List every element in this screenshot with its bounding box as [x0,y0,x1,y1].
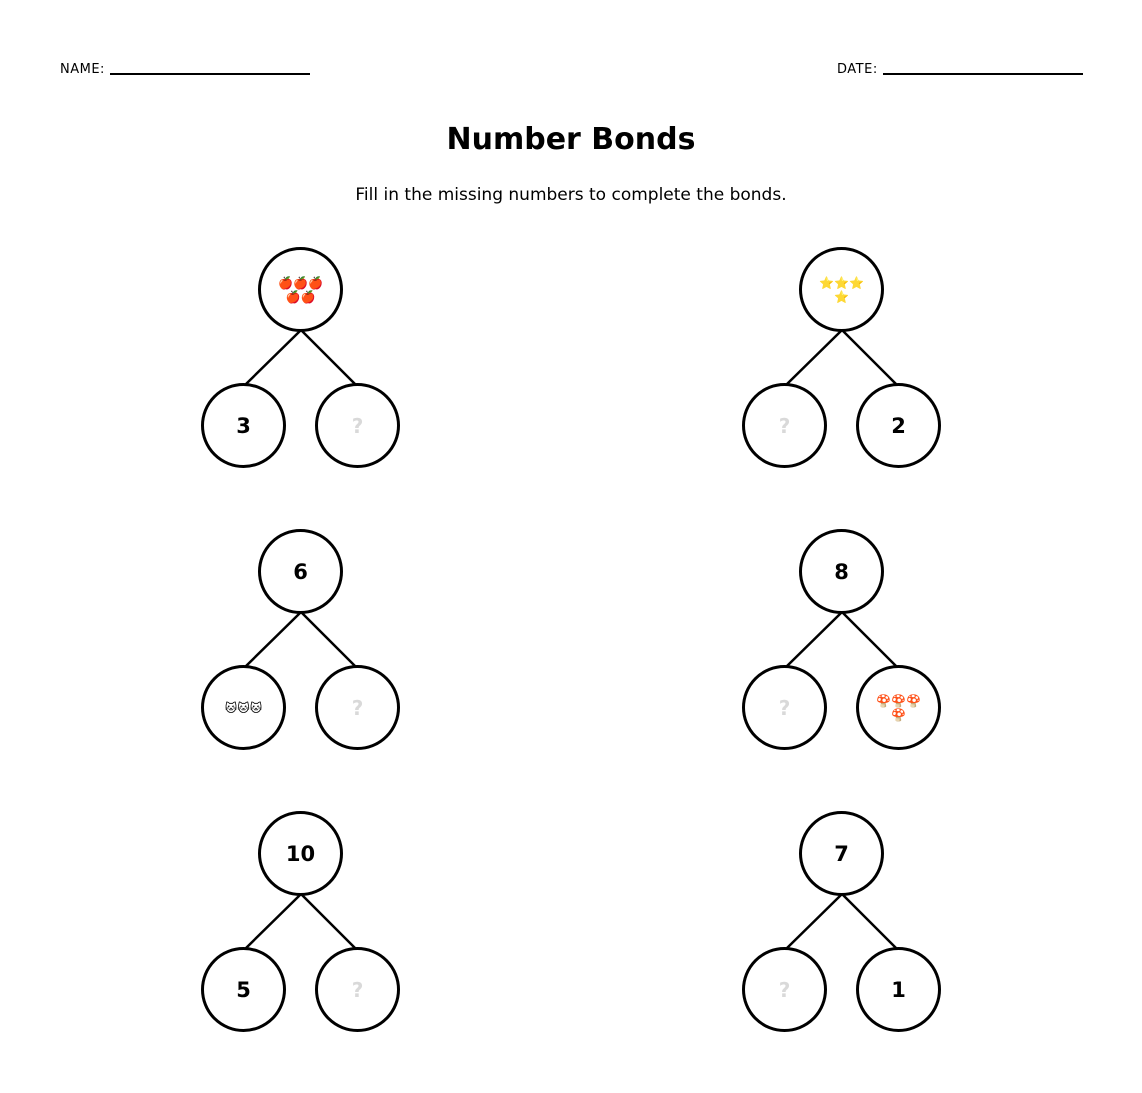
date-field[interactable] [837,62,1083,78]
right-part-circle [856,947,941,1032]
left-part-value: ? [778,977,791,1002]
page-title: Number Bonds [446,122,696,157]
left-part-value: ? [778,695,791,720]
right-part-circle[interactable] [315,947,400,1032]
left-part-circle [201,947,286,1032]
whole-value: ⭐⭐⭐⭐ [819,275,864,304]
right-part-value: ? [351,695,364,720]
left-part-value: 3 [236,413,251,438]
left-part-value: 🐱🐱🐱 [224,700,263,715]
right-part-value: 1 [891,977,906,1002]
right-part-circle[interactable] [315,383,400,468]
number-bond [741,811,981,1041]
left-part-circle[interactable] [742,665,827,750]
name-field[interactable] [60,62,310,78]
left-part-value: ? [778,413,791,438]
right-part-value: ? [351,413,364,438]
right-part-circle [856,665,941,750]
right-part-circle [856,383,941,468]
number-bond [741,529,981,759]
number-bond [200,811,440,1041]
whole-value: 6 [293,559,308,584]
left-part-circle[interactable] [742,383,827,468]
whole-circle [258,529,343,614]
date-label: DATE: [837,62,878,77]
whole-circle [799,811,884,896]
instructions: Fill in the missing numbers to complete the bonds. [355,185,787,205]
right-part-value: 2 [891,413,906,438]
left-part-circle[interactable] [742,947,827,1032]
date-line[interactable] [883,73,1083,75]
whole-circle [258,247,343,332]
whole-value: 8 [834,559,849,584]
left-part-value: 5 [236,977,251,1002]
name-line[interactable] [110,73,310,75]
whole-circle [799,529,884,614]
whole-circle [258,811,343,896]
right-part-value: 🍄🍄🍄🍄 [876,693,921,722]
number-bond [741,247,981,477]
whole-value: 7 [834,841,849,866]
name-label: NAME: [60,62,105,77]
right-part-value: ? [351,977,364,1002]
whole-circle [799,247,884,332]
left-part-circle [201,383,286,468]
whole-value: 10 [285,841,316,866]
number-bond [200,529,440,759]
whole-value: 🍎🍎🍎🍎🍎 [278,275,323,304]
right-part-circle[interactable] [315,665,400,750]
left-part-circle [201,665,286,750]
number-bond [200,247,440,477]
